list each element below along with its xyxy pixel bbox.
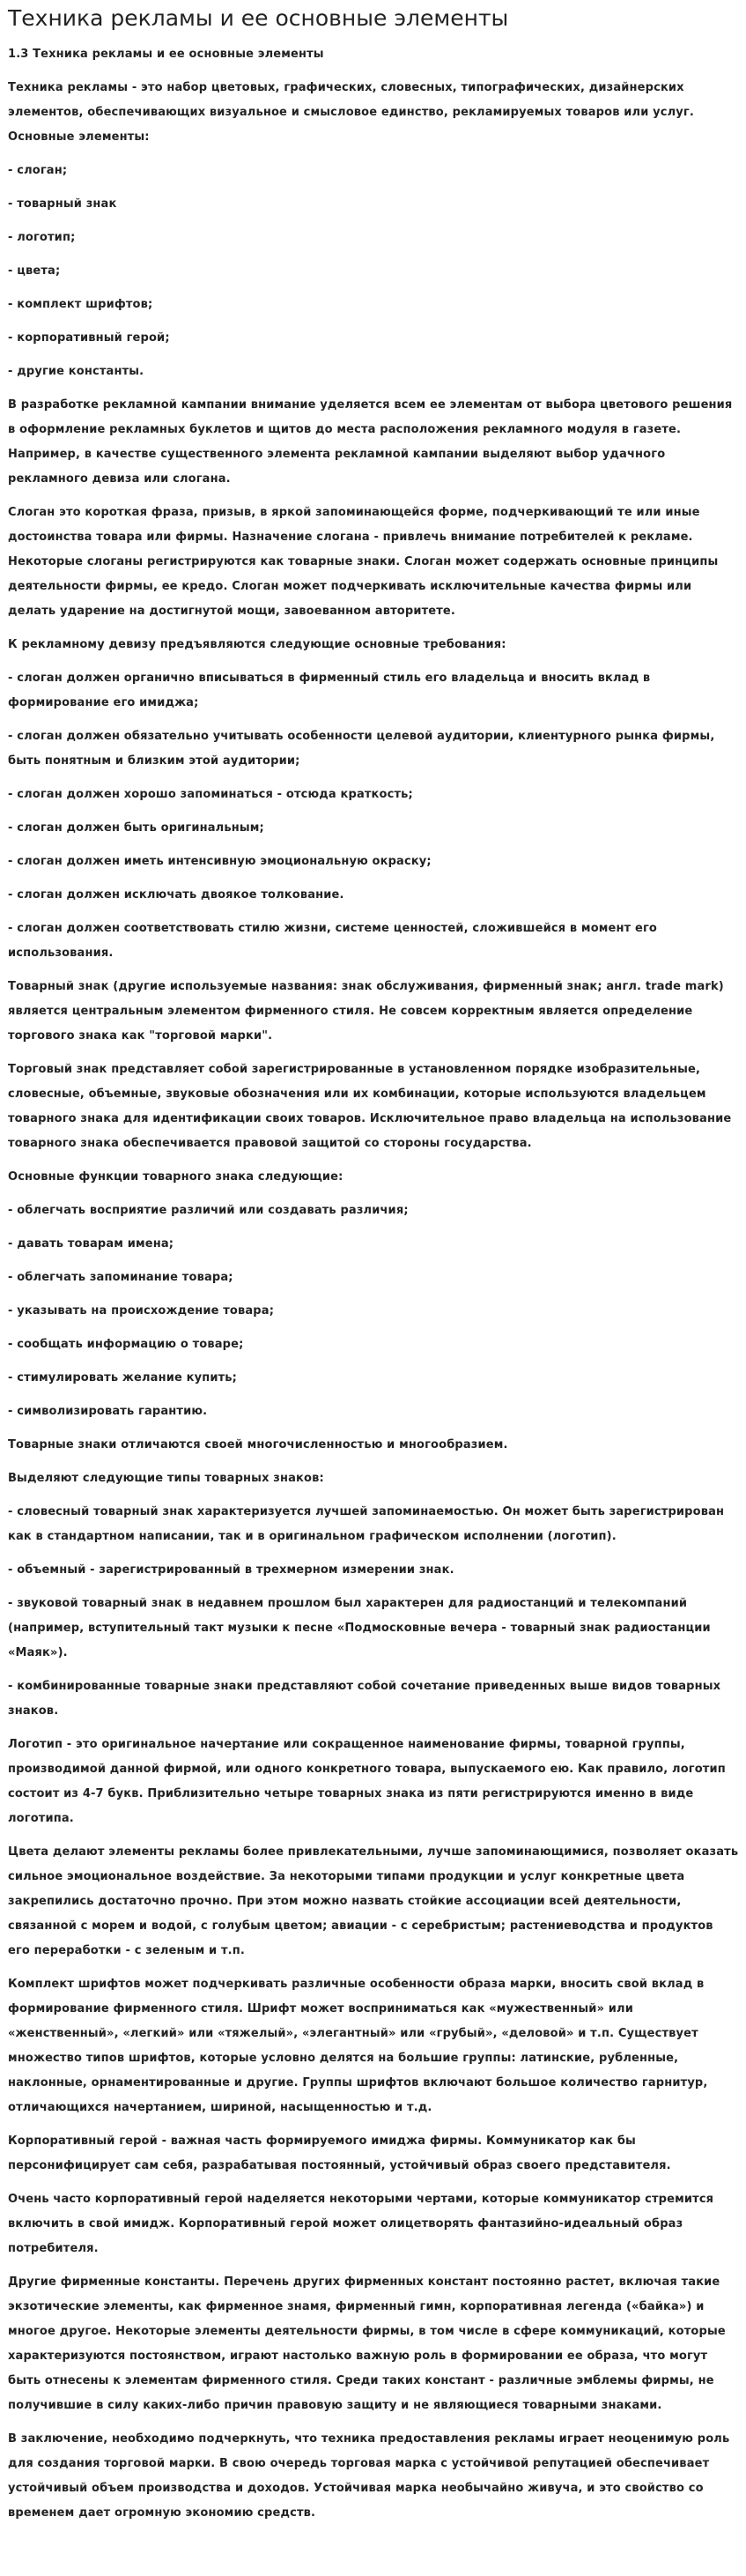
article-paragraph: - слоган должен соответствовать стилю жизни, системе ценностей, сложившейся в момент его использования. — [8, 922, 658, 960]
article-paragraph: - звуковой товарный знак в недавнем прошлом был характерен для радиостанций и телекомпаний (например, вступительный такт музыки к песне «Подмосковные вечера - товарный знак радиостанции «Маяк»). — [8, 1597, 711, 1659]
article-paragraph: - слоган должен хорошо запоминаться - отсюда краткость; — [8, 788, 413, 801]
article-paragraph: Товарные знаки отличаются своей многочисленностью и многообразием. — [8, 1438, 508, 1451]
article-paragraph: Комплект шрифтов может подчеркивать различные особенности образа марки, вносить свой вклад в формирование фирменного стиля. Шрифт может восприниматься как «мужественный» или «женственный», «легкий» или «тяжелый», «элегантный» или «грубый», «деловой» и т.п. Существует множество типов шрифтов, которые условно делятся на большие группы: латинские, рубленные, наклонные, орнаментированные и другие. Группы шрифтов включают большое количество гарнитур, отличающихся начертанием, шириной, насыщенностью и т.д. — [8, 1978, 708, 2114]
article-paragraph: - слоган; — [8, 164, 68, 177]
article-paragraph: - цвета; — [8, 264, 61, 278]
article-paragraph: - логотип; — [8, 231, 76, 244]
article-paragraph: - слоган должен обязательно учитывать особенности целевой аудитории, клиентурного рынка фирмы, быть понятным и близким этой аудитории; — [8, 730, 715, 768]
article-paragraph: Цвета делают элементы рекламы более привлекательными, лучше запоминающимися, позволяет оказать сильное эмоциональное воздействие. За некоторыми типами продукции и услуг конкретные цвета закрепились достаточно прочно. При этом можно назвать стойкие ассоциации всей деятельности, связанной с морем и водой, с голубым цветом; авиации - с серебристым; растениеводства и продуктов его переработки - с зеленым и т.п. — [8, 1845, 739, 1957]
article-paragraph: Очень часто корпоративный герой наделяется некоторыми чертами, которые коммуникатор стремится включить в свой имидж. Корпоративный герой может олицетворять фантазийно-идеальный образ потребителя. — [8, 2193, 714, 2255]
article-paragraph: Техника рекламы - это набор цветовых, графических, словесных, типографических, дизайнерских элементов, обеспечивающих визуальное и смысловое единство, рекламируемых товаров или услуг. Основные элементы: — [8, 81, 694, 144]
article-paragraph: - слоган должен быть оригинальным; — [8, 821, 264, 835]
article-paragraph: - слоган должен органично вписываться в фирменный стиль его владельца и вносить вклад в формирование его имиджа; — [8, 672, 651, 709]
article-paragraph: В разработке рекламной кампании внимание уделяется всем ее элементам от выбора цветового решения в оформление рекламных буклетов и щитов до места расположения рекламного модуля в газете. Например, в качестве существенного элемента рекламной кампании выделяют выбор удачного рекламного девиза или слогана. — [8, 398, 733, 486]
article-paragraph: - давать товарам имена; — [8, 1237, 174, 1251]
article-paragraph: - слоган должен исключать двоякое толкование. — [8, 888, 344, 902]
section-heading: 1.3 Техника рекламы и ее основные элементы — [8, 48, 324, 61]
article-paragraph: - сообщать информацию о товаре; — [8, 1338, 244, 1351]
article-paragraph: Выделяют следующие типы товарных знаков: — [8, 1472, 324, 1485]
article-paragraph: - комплект шрифтов; — [8, 298, 153, 311]
article-body — [8, 42, 739, 2526]
article-paragraph: - символизировать гарантию. — [8, 1405, 208, 1418]
article-paragraph: Слоган это короткая фраза, призыв, в яркой запоминающейся форме, подчеркивающий те или иные достоинства товара или фирмы. Назначение слогана - привлечь внимание потребителей к рекламе. Некоторые слоганы регистрируются как товарные знаки. Слоган может содержать основные принципы деятельности фирмы, ее кредо. Слоган может подчеркивать исключительные качества фирмы или делать ударение на достигнутой мощи, завоеванном авторитете. — [8, 506, 719, 618]
article-paragraph: - облегчать запоминание товара; — [8, 1271, 233, 1284]
article-paragraph: - товарный знак — [8, 197, 117, 211]
article-paragraph: Другие фирменные константы. Перечень других фирменных констант постоянно растет, включая такие экзотические элементы, как фирменное знамя, фирменный гимн, корпоративная легенда («байка») и многое другое. Некоторые элементы деятельности фирмы, в том числе в сфере коммуникаций, которые характеризуются постоянством, играют настолько важную роль в формировании ее образа, что могут быть отнесены к элементам фирменного стиля. Среди таких констант - различные эмблемы фирмы, не получившие в силу каких-либо причин правовую защиту и не являющиеся товарными знаками. — [8, 2275, 726, 2412]
article-paragraph: Товарный знак (другие используемые названия: знак обслуживания, фирменный знак; англ. trade mark) является центральным элементом фирменного стиля. Не совсем корректным является определение торгового знака как "торговой марки". — [8, 980, 724, 1043]
article-paragraph: К рекламному девизу предъявляются следующие основные требования: — [8, 638, 506, 651]
article-paragraph: Торговый знак представляет собой зарегистрированные в установленном порядке изобразительные, словесные, объемные, звуковые обозначения или их комбинации, которые используются владельцем товарного знака для идентификации своих товаров. Исключительное право владельца на использование товарного знака обеспечивается правовой защитой со стороны государства. — [8, 1063, 732, 1150]
article-paragraph: В заключение, необходимо подчеркнуть, что техника предоставления рекламы играет неоценимую роль для создания торговой марки. В свою очередь торговая марка с устойчивой репутацией обеспечивает устойчивый объем производства и доходов. Устойчивая марка необычайно живуча, и это свойство со временем дает огромную экономию средств. — [8, 2432, 730, 2520]
article-paragraph: - облегчать восприятие различий или создавать различия; — [8, 1204, 409, 1217]
article-paragraph: - корпоративный герой; — [8, 331, 170, 345]
article-paragraph: Основные функции товарного знака следующие: — [8, 1170, 343, 1184]
page-title: Техника рекламы и ее основные элементы — [8, 5, 509, 31]
article-paragraph: - словесный товарный знак характеризуется лучшей запоминаемостью. Он может быть зарегистрирован как в стандартном написании, так и в оригинальном графическом исполнении (логотип). — [8, 1505, 725, 1543]
article-paragraph: - указывать на происхождение товара; — [8, 1304, 275, 1318]
article-paragraph: - комбинированные товарные знаки представляют собой сочетание приведенных выше видов товарных знаков. — [8, 1680, 721, 1718]
article-paragraph: - слоган должен иметь интенсивную эмоциональную окраску; — [8, 855, 432, 868]
article-paragraph: Логотип - это оригинальное начертание или сокращенное наименование фирмы, товарной группы, производимой данной фирмой, или одного конкретного товара, выпускаемого ею. Как правило, логотип состоит из 4-7 букв. Приблизительно четыре товарных знака из пяти регистрируются именно в виде логотипа. — [8, 1738, 726, 1825]
article-paragraph: Корпоративный герой - важная часть формируемого имиджа фирмы. Коммуникатор как бы персонифицирует сам себя, разрабатывая постоянный, устойчивый образ своего представителя. — [8, 2134, 671, 2172]
article-paragraph: - объемный - зарегистрированный в трехмерном измерении знак. — [8, 1563, 454, 1577]
article-paragraph: - стимулировать желание купить; — [8, 1371, 237, 1385]
article-paragraph: - другие константы. — [8, 365, 144, 378]
